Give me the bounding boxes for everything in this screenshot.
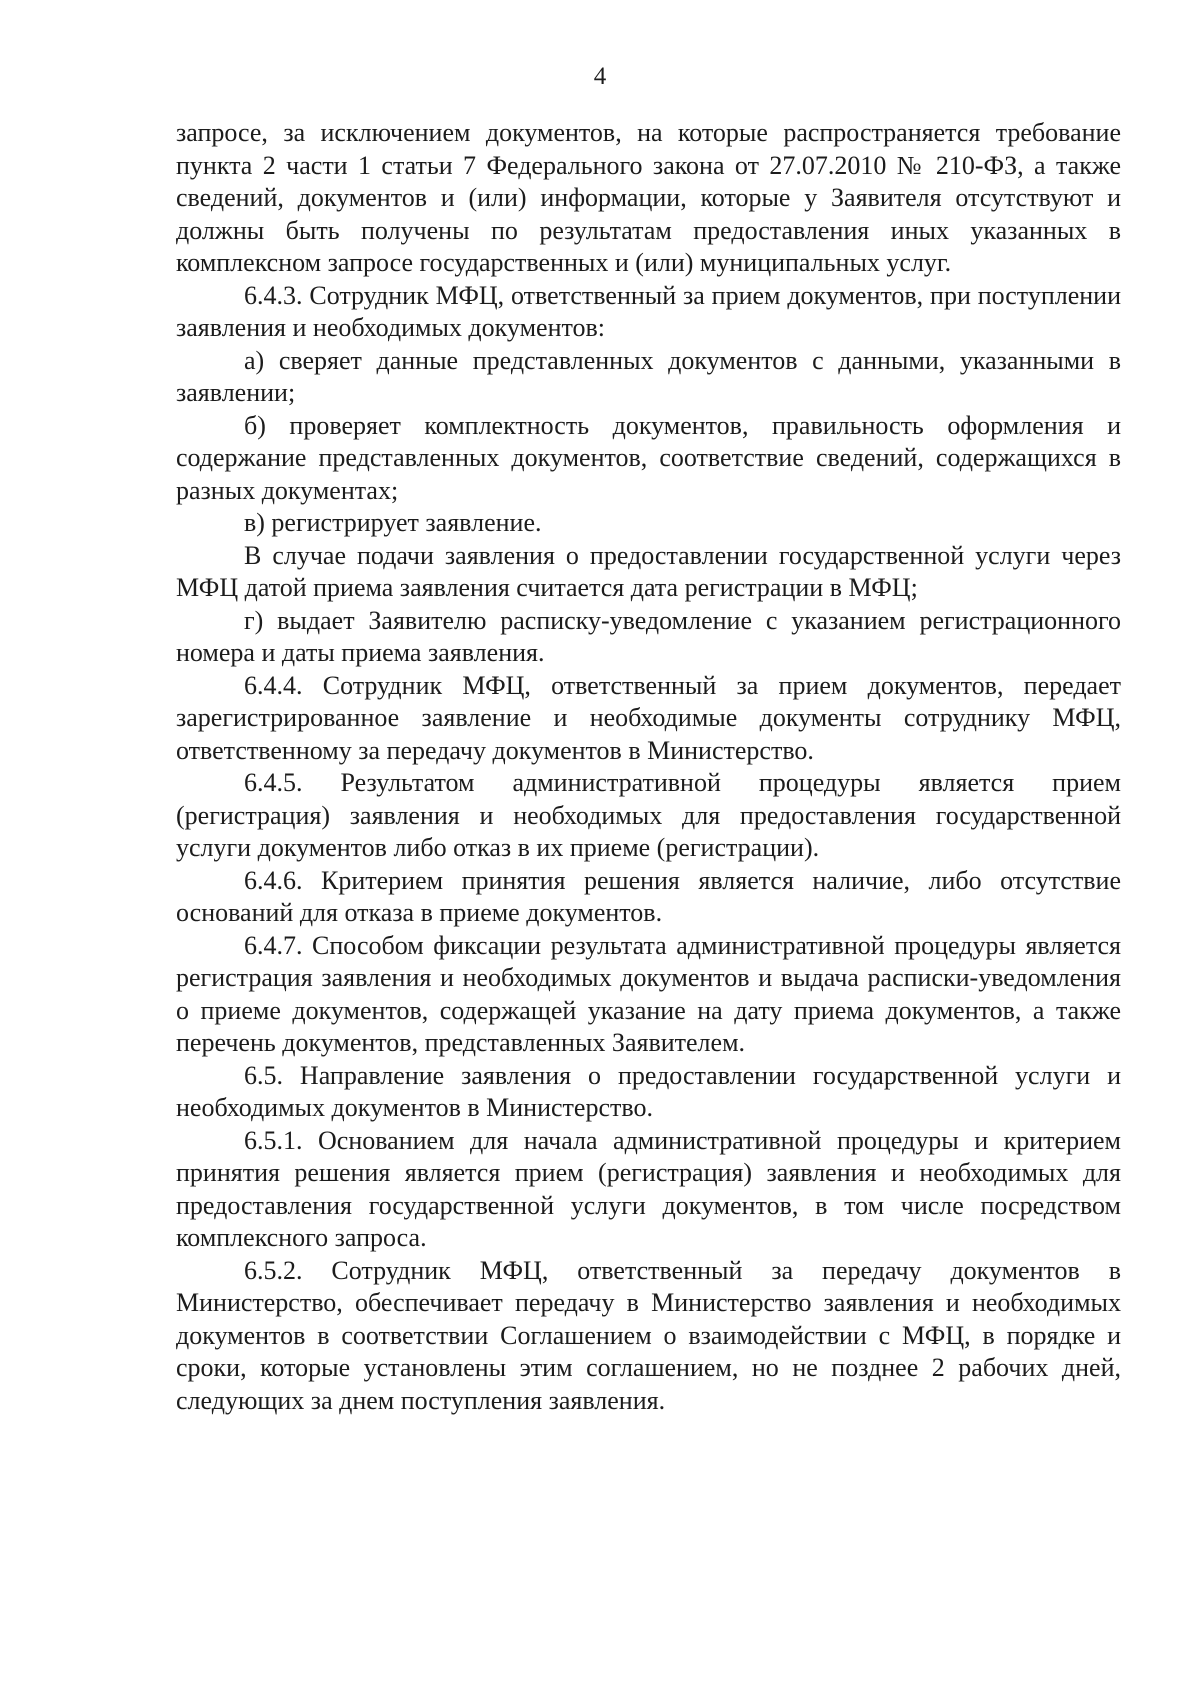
paragraph-6-4-3: 6.4.3. Сотрудник МФЦ, ответственный за прием документов, при поступлении заявления и необходимых документов: — [176, 280, 1121, 342]
paragraph-6-4-5: 6.4.5. Результатом административной процедуры является прием (регистрация) заявления и необходимых для предоставления государственной услуги документов либо отказ в их приеме (регистрации). — [176, 768, 1121, 862]
paragraph-6-4-4: 6.4.4. Сотрудник МФЦ, ответственный за прием документов, передает зарегистрированное заявление и необходимые документы сотруднику МФЦ, ответственному за передачу документов в Министерство. — [176, 670, 1121, 765]
list-item-g: г) выдает Заявителю расписку-уведомление с указанием регистрационного номера и даты приема заявления. — [176, 605, 1121, 667]
paragraph-mfc-registration-note: В случае подачи заявления о предоставлении государственной услуги через МФЦ датой приема заявления считается дата регистрации в МФЦ; — [176, 540, 1121, 602]
page-number: 4 — [593, 63, 607, 90]
document-body — [176, 117, 1121, 1417]
paragraph-continuation: запросе, за исключением документов, на которые распространяется требование пункта 2 части 1 статьи 7 Федерального закона от 27.07.2010 № 210-ФЗ, а также сведений, документов и (или) информации, которые у Заявителя отсутствуют и должны быть получены по результатам предоставления иных указанных в комплексном запросе государственных и (или) муниципальных услуг. — [176, 118, 1121, 277]
paragraph-6-5-2: 6.5.2. Сотрудник МФЦ, ответственный за передачу документов в Министерство, обеспечивает передачу в Министерство заявления и необходимых документов в соответствии Соглашением о взаимодействии с МФЦ, в порядке и сроки, которые установлены этим соглашением, но не позднее 2 рабочих дней, следующих за днем поступления заявления. — [176, 1255, 1121, 1415]
paragraph-6-5-1: 6.5.1. Основанием для начала административной процедуры и критерием принятия решения является прием (регистрация) заявления и необходимых для предоставления государственной услуги документов, в том числе посредством комплексного запроса. — [176, 1125, 1121, 1252]
paragraph-6-4-6: 6.4.6. Критерием принятия решения является наличие, либо отсутствие оснований для отказа в приеме документов. — [176, 865, 1121, 927]
paragraph-6-4-7: 6.4.7. Способом фиксации результата административной процедуры является регистрация заявления и необходимых документов и выдача расписки-уведомления о приеме документов, содержащей указание на дату приема документов, а также перечень документов, представленных Заявителем. — [176, 930, 1121, 1057]
list-item-b: б) проверяет комплектность документов, правильность оформления и содержание представленных документов, соответствие сведений, содержащихся в разных документах; — [176, 410, 1121, 505]
list-item-a: а) сверяет данные представленных документов с данными, указанными в заявлении; — [176, 345, 1121, 407]
list-item-v: в) регистрирует заявление. — [244, 508, 542, 537]
paragraph-6-5: 6.5. Направление заявления о предоставлении государственной услуги и необходимых документов в Министерство. — [176, 1060, 1121, 1122]
